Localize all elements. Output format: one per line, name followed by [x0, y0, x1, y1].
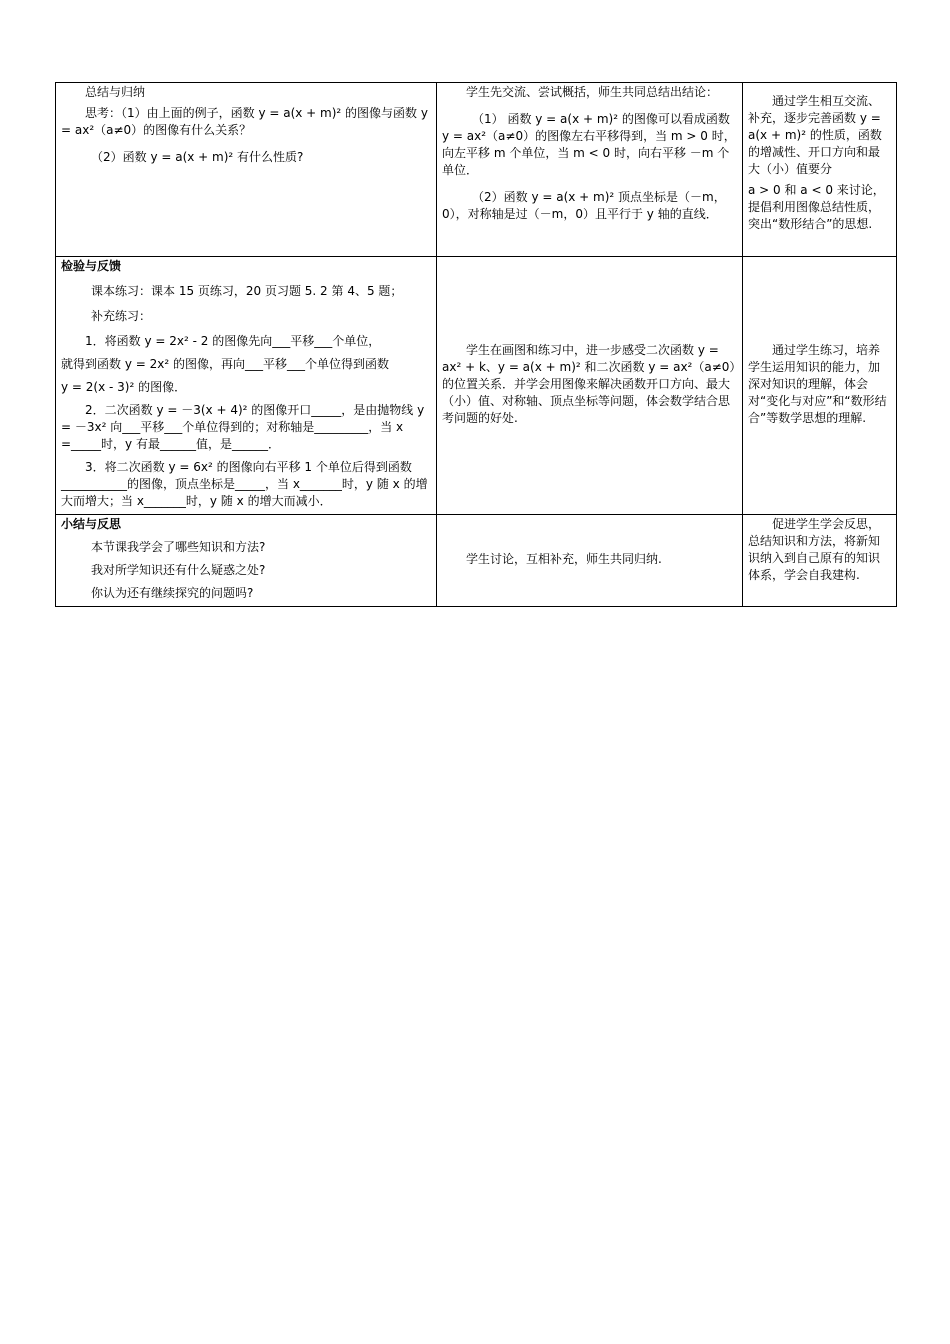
- right-cell: [743, 515, 897, 607]
- middle-cell: [437, 257, 743, 515]
- text-line: 学生在画图和练习中，进一步感受二次函数 y = ax² + k、y = a(x + m)² 和二次函数 y = ax²（a≠0）的位置关系．并学会用图像来解决函数开口方向、最大（小）值、对称轴、顶点坐标等问题，体会数学结合思考问题的好处.: [442, 342, 736, 425]
- middle-cell: [437, 515, 743, 607]
- table-row: [56, 257, 897, 515]
- text-line: （2）函数 y = a(x + m)² 有什么性质?: [91, 150, 304, 164]
- section-title: 总结与归纳: [85, 85, 146, 99]
- text-line: y = 2(x - 3)² 的图像．: [61, 380, 187, 394]
- text-line: 1．将函数 y = 2x² - 2 的图像先向___平移___个单位，: [85, 334, 381, 348]
- text-line: 思考：（1）由上面的例子，函数 y = a(x + m)² 的图像与函数 y = ax²（a≠0）的图像有什么关系？: [61, 106, 428, 137]
- section-title: 检验与反馈: [61, 259, 122, 273]
- section-title: 小结与反思: [61, 517, 122, 531]
- middle-cell: [437, 83, 743, 257]
- text-line: 3．将二次函数 y = 6x² 的图像向右平移 1 个单位后得到函数___________的图像，顶点坐标是_____，当 x_______时，y 随 x 的增大而增大；当 x_______时，y 随 x 的增大而减小．: [61, 460, 428, 508]
- text-line: 就得到函数 y = 2x² 的图像，再向___平移___个单位得到函数: [61, 357, 389, 371]
- table-row: [56, 515, 897, 607]
- text-line: 我对所学知识还有什么疑惑之处?: [91, 563, 266, 577]
- right-cell: [743, 83, 897, 257]
- text-line: a > 0 和 a < 0 来讨论，提倡利用图像总结性质，突出“数形结合”的思想.: [748, 183, 885, 231]
- text-line: 你认为还有继续探究的问题吗?: [91, 586, 254, 600]
- text-line: 通过学生相互交流、补充，逐步完善函数 y = a(x + m)² 的性质，函数的增减性、开口方向和最大（小）值要分: [748, 94, 882, 176]
- left-cell: [56, 515, 437, 607]
- text-line: 补充练习：: [91, 309, 152, 323]
- text-line: （2）函数 y = a(x + m)² 顶点坐标是（－m，0），对称轴是过（－m，0）且平行于 y 轴的直线．: [442, 190, 726, 221]
- left-cell: [56, 83, 437, 257]
- text-line: 学生先交流、尝试概括，师生共同总结出结论：: [466, 85, 719, 99]
- text-line: 通过学生练习，培养学生运用知识的能力，加深对知识的理解，体会对“变化与对应”和“数形结合”等数学思想的理解.: [748, 342, 887, 425]
- table-row: [56, 83, 897, 257]
- right-cell: [743, 257, 897, 515]
- lesson-table: [55, 82, 897, 607]
- text-line: 学生讨论，互相补充，师生共同归纳.: [466, 551, 662, 566]
- text-line: 本节课我学会了哪些知识和方法?: [91, 540, 266, 554]
- text-line: 课本练习：课本 15 页练习，20 页习题 5. 2 第 4、5 题；: [91, 284, 403, 298]
- text-line: 2．二次函数 y = －3(x + 4)² 的图像开口_____，是由抛物线 y = －3x² 向___平移___个单位得到的；对称轴是_________，当 x =_____时，y 有最______值，是______．: [61, 403, 425, 451]
- text-line: 促进学生学会反思，总结知识和方法，将新知识纳入到自己原有的知识体系，学会自我建构.: [748, 517, 881, 582]
- left-cell: [56, 257, 437, 515]
- text-line: （1） 函数 y = a(x + m)² 的图像可以看成函数 y = ax²（a≠0）的图像左右平移得到，当 m > 0 时，向左平移 m 个单位，当 m < 0 时，向右平移 －m 个单位．: [442, 112, 736, 177]
